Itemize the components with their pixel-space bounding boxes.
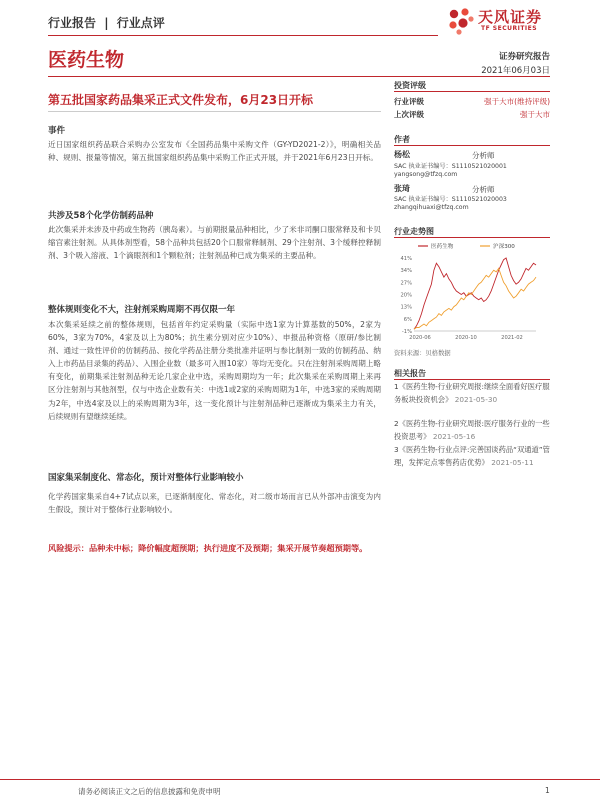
related-report-text: 3《医药生物-行业点评:完善国谈药品“双通道”管理，发挥定点零售药店优势》: [394, 445, 550, 467]
rating-row-industry: [394, 96, 550, 107]
legend-label: 医药生物: [431, 244, 454, 250]
analyst-name: 杨松: [394, 150, 410, 159]
analyst-name: 张琦: [394, 184, 410, 193]
report-tag-comment: 行业点评: [116, 16, 165, 30]
rating-value: 强于大市(维持评级): [484, 97, 550, 106]
section-title-event: 事件: [48, 126, 66, 136]
page-number: 1: [545, 786, 550, 795]
y-tick-label: 20%: [400, 292, 412, 299]
report-tag-industry: 行业报告: [48, 16, 97, 30]
section-title-rules: 整体规则变化不大，注射剂采购周期不再仅限一年: [48, 305, 236, 315]
trend-chart: [394, 240, 550, 345]
section-body-event: 近日国家组织药品联合采购办公室发布《全国药品集中采购文件（GY-YD2021-2）》，明确相关品种、规则、报量等情况，第五批国家组织药品集中采购工作正式开展，并于2021年6月23日开标。: [48, 140, 381, 163]
y-tick-label: 34%: [400, 268, 412, 275]
related-report-item[interactable]: [394, 444, 550, 469]
report-category: [48, 14, 165, 31]
analyst-email[interactable]: zhangqihuaxi@tfzq.com: [394, 204, 469, 211]
legend-label: 沪深300: [493, 244, 515, 250]
x-tick-label: 2020-06: [409, 335, 431, 341]
y-tick-label: 6%: [403, 316, 412, 323]
logo-text: 天风证券: [478, 8, 543, 26]
section-body-impact: 化学药国家集采自4+7试点以来，已逐渐制度化、常态化，对二级市场而言已从外部冲击演变为内生假设，预计对于整体行业影响较小。: [48, 492, 381, 515]
footer-divider: [0, 779, 600, 780]
related-report-text: 2《医药生物-行业研究周报:医疗服务行业的一些投资思考》: [394, 419, 550, 441]
rating-label: 行业评级: [394, 97, 424, 106]
disclaimer-notice: 请务必阅读正文之后的信息披露和免责申明: [78, 787, 221, 796]
related-report-date: 2021-05-11: [491, 457, 534, 467]
chart-source: 资料来源：贝格数据: [394, 350, 451, 357]
logo-text-en: TF SECURITIES: [481, 25, 538, 32]
rating-value: 强于大市: [520, 110, 550, 119]
trend-chart-svg: [394, 240, 550, 345]
related-report-date: 2021-05-30: [454, 394, 498, 404]
report-type: 证券研究报告: [498, 52, 550, 62]
risk-warning: 风险提示：品种未中标；降价幅度超预期；执行进度不及预期；集采开展节奏超预期等。: [48, 543, 368, 553]
header-divider: [48, 35, 438, 36]
analyst-email[interactable]: yangsong@tfzq.com: [394, 171, 458, 178]
report-headline: 第五批国家药品集采正式文件发布，6月23日开标: [48, 93, 314, 107]
authors-title: 作者: [394, 135, 410, 144]
y-tick-label: -1%: [401, 329, 412, 335]
x-tick-label: 2021-02: [501, 335, 523, 341]
rating-title: 投资评级: [394, 81, 426, 90]
trend-title: 行业走势图: [394, 227, 434, 236]
related-report-item[interactable]: [394, 381, 550, 406]
rating-row-previous: [394, 109, 550, 120]
related-report-date: 2021-05-16: [432, 431, 476, 441]
x-tick-label: 2020-10: [455, 335, 477, 341]
report-date: 2021年06月03日: [481, 66, 550, 76]
sector-title: 医药生物: [48, 49, 125, 71]
section-body-58: 此次集采并未涉及中药或生物药（胰岛素）。与前期报量品种相比，少了米非司酮口服常释及和卡贝缩宫素注射剂。从具体剂型看，58个品种共包括20个口服常释制剂、29个注射剂、3个缓释控释制剂、3个吸入溶液、1个滴眼剂和1个颗粒剂；注射剂品种已成为集采的主要品种。: [48, 225, 381, 261]
section-title-impact: 国家集采制度化、常态化，预计对整体行业影响较小: [48, 473, 244, 483]
analyst-sac: SAC 执业证书编号：S1110521020001: [394, 163, 507, 170]
rating-divider: [394, 91, 550, 92]
title-divider: [48, 76, 550, 77]
related-report-item[interactable]: [394, 418, 550, 443]
analyst-role: 分析师: [472, 185, 495, 194]
tag-separator: |: [104, 16, 109, 30]
y-tick-label: 13%: [400, 304, 412, 311]
y-tick-label: 41%: [400, 256, 412, 262]
analyst-sac: SAC 执业证书编号：S1110521020003: [394, 196, 507, 203]
authors-divider: [394, 145, 550, 146]
analyst-role: 分析师: [472, 151, 495, 160]
related-title: 相关报告: [394, 369, 426, 378]
section-title-58: 共涉及58个化学仿制药品种: [48, 211, 154, 221]
related-report-text: 1《医药生物-行业研究周报:继续全面看好医疗服务板块投资机会》: [394, 382, 550, 404]
section-body-rules: 本次集采延续之前的整体规则，包括首年约定采购量（实际中选1家为计算基数的50%，2家为60%，3家为70%，4家及以上为80%；抗生素分别对应少10%）、申报品种资格（原研/参比制剂、通过一致性评价的仿制药品、按化学药品注册分类批准并证明与参比制剂一致的仿制药品、纳入上市药品目录集的药品）、入围企业数（最多可入围10家）等均无变化。只在注射剂采购周期上略有变化，前期集采注射剂品种无论几家企业中选，采购周期均为一年；此次集采在采购周期上来再区分注射剂与其他剂型，仅与中选企业数有关：中选1或2家的采购周期为1年，中选3家的采购周期为2年，中选4家及以上的采购周期为3年，这一变化预计与注射剂品种已逐渐成为集采主力有关，后续规则有望继续延续。: [48, 320, 381, 421]
related-divider: [394, 379, 550, 380]
tf-logo-icon: [446, 6, 476, 36]
headline-underline: [48, 111, 381, 112]
trend-divider: [394, 237, 550, 238]
rating-label: 上次评级: [394, 110, 424, 119]
y-tick-label: 27%: [400, 280, 412, 287]
